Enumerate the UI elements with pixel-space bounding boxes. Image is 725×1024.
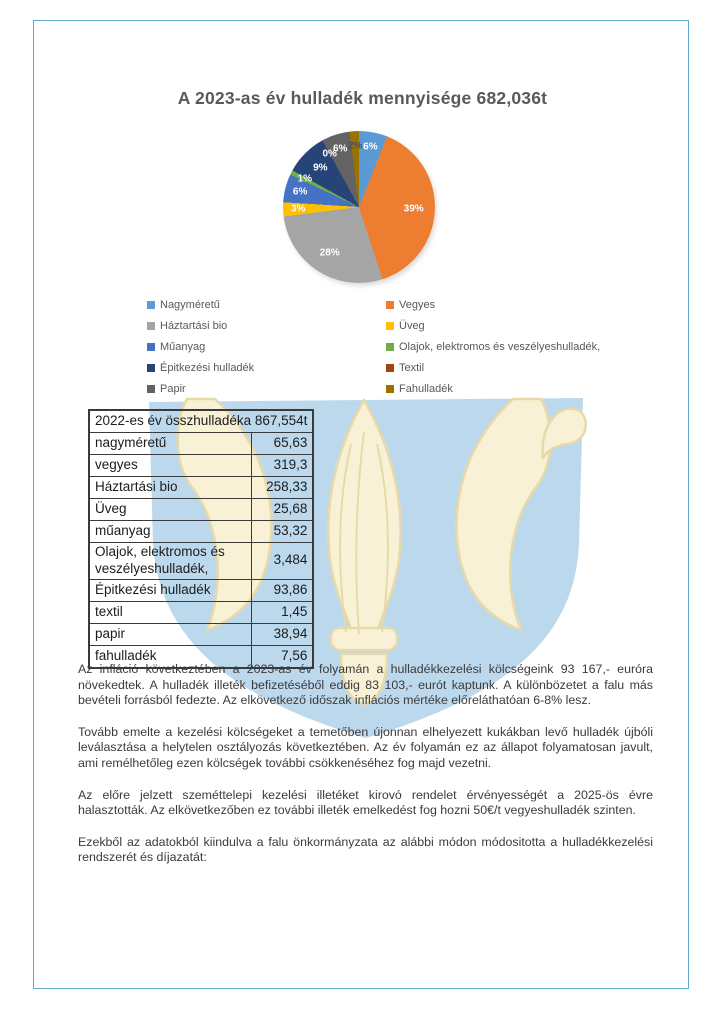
table-cell-label: Olajok, elektromos és veszélyeshulladék,	[89, 543, 252, 580]
legend-swatch-icon	[386, 364, 394, 372]
table-cell-value: 7,56	[252, 645, 314, 668]
pie-slice-label: 6%	[332, 143, 348, 155]
table-row	[89, 579, 313, 601]
chart-legend	[147, 294, 627, 399]
legend-item	[386, 294, 600, 315]
pie-slice-label: 1%	[297, 173, 313, 185]
table-row	[89, 623, 313, 645]
table-row	[89, 543, 313, 580]
legend-swatch-icon	[386, 301, 394, 309]
table-cell-label: fahulladék	[89, 645, 252, 668]
pie-slice-label: 9%	[313, 162, 328, 174]
legend-swatch-icon	[147, 301, 155, 309]
legend-label: Olajok, elektromos és veszélyeshulladék,	[399, 340, 601, 353]
pie-slice-label: 39%	[403, 203, 424, 215]
legend-label: Nagyméretű	[160, 298, 220, 311]
table-cell-value: 93,86	[252, 579, 314, 601]
paragraph: Az infláció következtében a 2023-as év folyamán a hulladékkezelési kölcségeink 93 167,- euróra növekedtek. A hulladék illeték befizetéséből eddig 83 103,- eurót kaptunk. A különbözetet a falu más bevételi forrásból fedezte. Az elkövetkező időszak inflációs mértéke előreláthatóan 6-8% lesz.	[78, 662, 653, 708]
legend-item	[147, 378, 386, 399]
legend-item	[386, 378, 600, 399]
table-row	[89, 601, 313, 623]
pie-slice-label: 2%	[347, 140, 363, 152]
legend-label: Vegyes	[399, 298, 436, 311]
legend-item	[147, 294, 386, 315]
legend-label: Üveg	[399, 319, 425, 332]
legend-label: Textil	[399, 361, 425, 374]
legend-column-left	[147, 294, 386, 399]
table-cell-value: 53,32	[252, 521, 314, 543]
table-header-row	[89, 410, 313, 433]
table-cell-label: műanyag	[89, 521, 252, 543]
table-row	[89, 521, 313, 543]
legend-swatch-icon	[147, 364, 155, 372]
paragraph: Tovább emelte a kezelési kölcségeket a temetőben újonnan elhelyezett kukákban levő hulladék újbóli leválasztása a helytelen osztályozás következtében. Az év folyamán ez az állapot folyamatosan javult, ami remélhetőleg ezen kölcségek további csökkenéséhez fog majd vezetni.	[78, 724, 653, 770]
legend-swatch-icon	[386, 343, 394, 351]
pie-slice-label: 3%	[290, 203, 306, 215]
pie-slice-label: 6%	[292, 186, 308, 198]
table-cell-label: textil	[89, 601, 252, 623]
table-cell-label: Üveg	[89, 499, 252, 521]
table-cell-label: papir	[89, 623, 252, 645]
pie-slice-label: 28%	[319, 247, 340, 259]
table-cell-value: 38,94	[252, 623, 314, 645]
table-row	[89, 477, 313, 499]
pie-slice-label: 6%	[363, 141, 378, 153]
legend-swatch-icon	[386, 322, 394, 330]
table-header: 2022-es év összhulladéka 867,554t	[89, 410, 313, 433]
legend-swatch-icon	[147, 385, 155, 393]
table-row	[89, 455, 313, 477]
table-cell-value: 65,63	[252, 433, 314, 455]
legend-label: Épitkezési hulladék	[160, 361, 255, 374]
body-text	[78, 662, 653, 882]
legend-column-right	[386, 294, 600, 399]
table-cell-value: 1,45	[252, 601, 314, 623]
legend-item	[147, 357, 386, 378]
table-cell-label: vegyes	[89, 455, 252, 477]
legend-label: Háztartási bio	[160, 319, 228, 332]
legend-label: Műanyag	[160, 340, 206, 353]
legend-label: Papir	[160, 382, 186, 395]
table-cell-label: Épitkezési hulladék	[89, 579, 252, 601]
legend-item	[386, 336, 600, 357]
waste-table	[88, 409, 314, 669]
table-cell-value: 25,68	[252, 499, 314, 521]
table-cell-label: nagyméretű	[89, 433, 252, 455]
legend-item	[386, 315, 600, 336]
legend-swatch-icon	[386, 385, 394, 393]
pie-slice-label: 0%	[322, 148, 337, 160]
legend-swatch-icon	[147, 343, 155, 351]
legend-swatch-icon	[147, 322, 155, 330]
legend-item	[147, 336, 386, 357]
table-row	[89, 499, 313, 521]
legend-label: Fahulladék	[399, 382, 453, 395]
table-cell-value: 258,33	[252, 477, 314, 499]
table-cell-label: Háztartási bio	[89, 477, 252, 499]
chart-title: A 2023-as év hulladék mennyisége 682,036t	[177, 88, 548, 108]
paragraph: Ezekből az adatokból kiindulva a falu önkormányzata az alábbi módon módositotta a hulladékkezelési rendszerét és díjazatát:	[78, 834, 653, 865]
table-row	[89, 433, 313, 455]
table-cell-value: 3,484	[252, 543, 314, 580]
table-cell-value: 319,3	[252, 455, 314, 477]
paragraph: Az előre jelzett szeméttelepi kezelési illetéket kirovó rendelet érvényességét a 2025-ös évre halasztották. Az elkövetkezőben ez további illeték emelkedést fog hozni 50€/t vegyeshulladék szinten.	[78, 787, 653, 818]
legend-item	[386, 357, 600, 378]
legend-item	[147, 315, 386, 336]
